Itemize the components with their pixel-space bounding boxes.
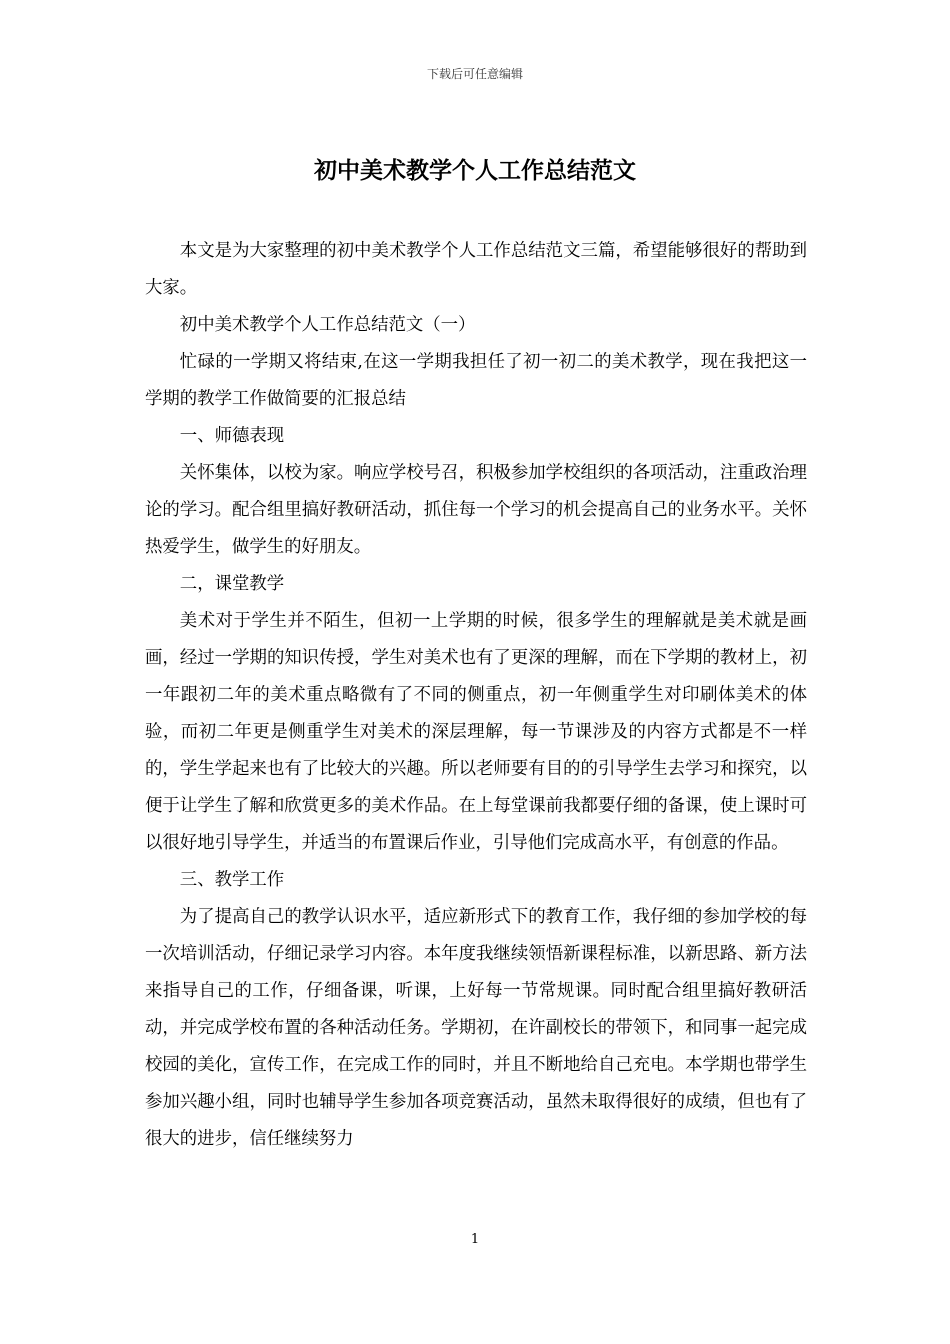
opening-paragraph: 忙碌的一学期又将结束,在这一学期我担任了初一初二的美术教学，现在我把这一学期的教学工作做简要的汇报总结 [145,352,807,409]
page-header-note: 下载后可任意编辑 [426,67,523,81]
teaching-work-paragraph: 为了提高自己的教学认识水平，适应新形式下的教育工作，我仔细的参加学校的每一次培训活动，仔细记录学习内容。本年度我继续领悟新课程标准，以新思路、新方法来指导自己的工作，仔细备课，听课，上好每一节常规课。同时配合组里搞好教研活动，并完成学校布置的各种活动任务。学期初，在许副校长的带领下，和同事一起完成校园的美化，宣传工作，在完成工作的同时，并且不断地给自己充电。本学期也带学生参加兴趣小组，同时也辅导学生参加各项竞赛活动，虽然未取得很好的成绩，但也有了很大的进步，信任继续努力 [145,907,807,1149]
heading-classroom-teaching: 二，课堂教学 [179,574,285,594]
section-heading-part-one: 初中美术教学个人工作总结范文（一） [179,315,476,335]
heading-ethics: 一、师德表现 [179,426,285,446]
document-title: 初中美术教学个人工作总结范文 [314,157,636,184]
page-number: 1 [470,1232,480,1247]
intro-paragraph: 本文是为大家整理的初中美术教学个人工作总结范文三篇，希望能够很好的帮助到大家。 [145,241,807,298]
document-body [145,233,807,1158]
ethics-paragraph: 关怀集体，以校为家。响应学校号召，积极参加学校组织的各项活动，注重政治理论的学习。配合组里搞好教研活动，抓住每一个学习的机会提高自己的业务水平。关怀热爱学生，做学生的好朋友。 [145,463,807,557]
heading-teaching-work: 三、教学工作 [179,870,285,890]
classroom-teaching-paragraph: 美术对于学生并不陌生，但初一上学期的时候，很多学生的理解就是美术就是画画，经过一学期的知识传授，学生对美术也有了更深的理解，而在下学期的教材上，初一年跟初二年的美术重点略微有了不同的侧重点，初一年侧重学生对印刷体美术的体验，而初二年更是侧重学生对美术的深层理解，每一节课涉及的内容方式都是不一样的，学生学起来也有了比较大的兴趣。所以老师要有目的的引导学生去学习和探究，以便于让学生了解和欣赏更多的美术作品。在上每堂课前我都要仔细的备课，使上课时可以很好地引导学生，并适当的布置课后作业，引导他们完成高水平，有创意的作品。 [145,611,807,853]
